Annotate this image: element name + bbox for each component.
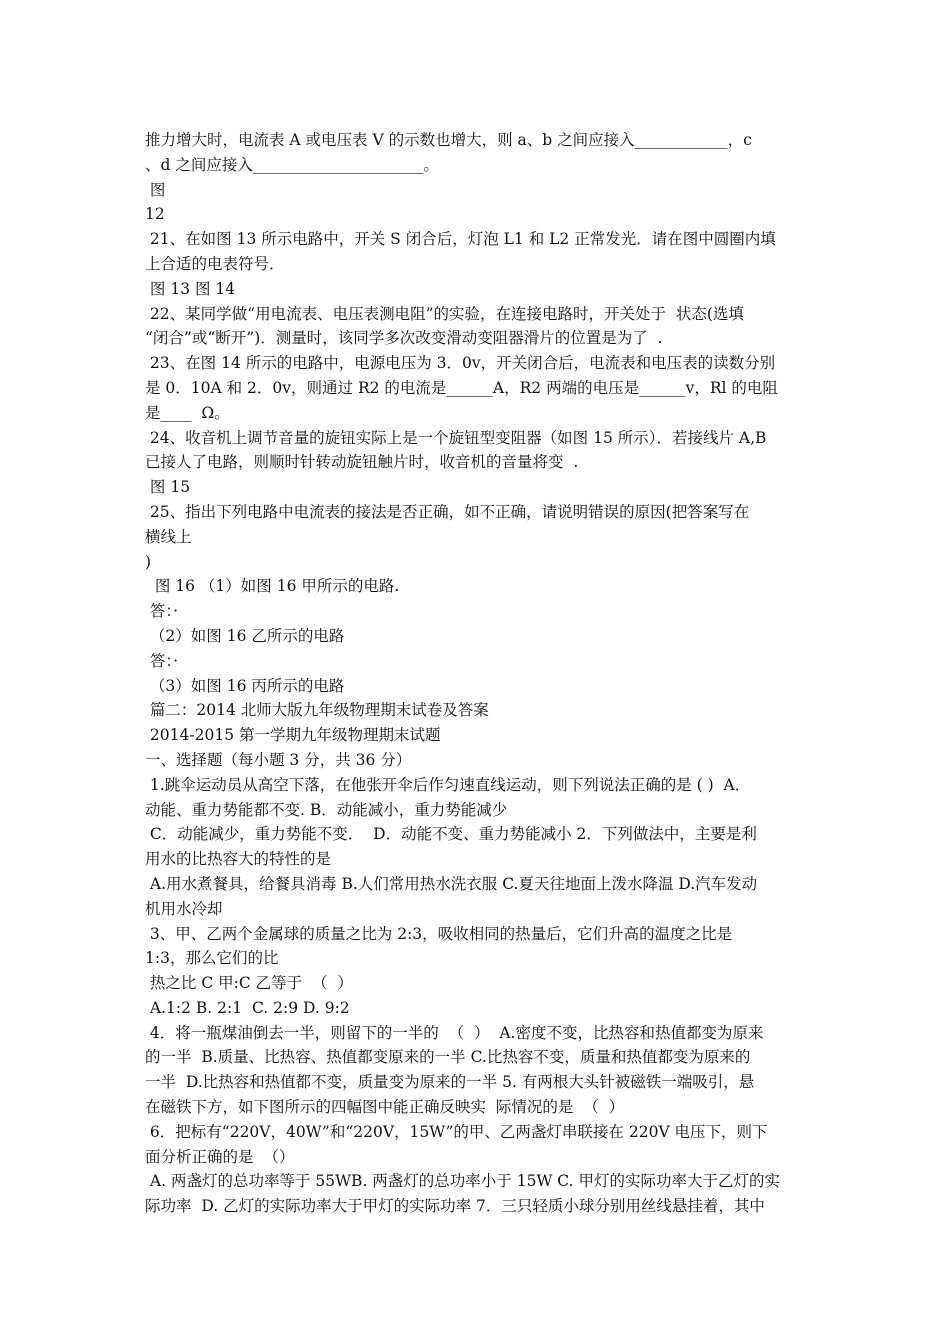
text-line: 3、甲、乙两个金属球的质量之比为 2:3，吸收相同的热量后，它们升高的温度之比是	[145, 924, 733, 943]
text-line: 是 0．10A 和 2．0v，则通过 R2 的电流是______A，R2 两端的电压是______v，Rl 的电阻	[145, 378, 778, 397]
text-line: 22、某同学做“用电流表、电压表测电阻”的实验，在连接电路时，开关处于 状态(选填	[145, 304, 744, 323]
text-line: 推力增大时，电流表 A 或电压表 V 的示数也增大，则 a、b 之间应接入____________，c	[145, 131, 752, 149]
text-line: 机用水冷却	[145, 899, 223, 918]
text-line: 2014-2015 第一学期九年级物理期末试题	[145, 726, 441, 745]
text-line: 热之比 C 甲:C 乙等于 （ ）	[145, 974, 353, 993]
text-line: A.1:2 B. 2:1 C. 2:9 D. 9:2	[145, 998, 350, 1017]
text-line: )	[145, 552, 152, 571]
document-body	[145, 128, 810, 1219]
text-line: A.用水煮餐具，给餐具消毒 B.人们常用热水洗衣服 C.夏天往地面上泼水降温 D.汽车发动	[145, 874, 758, 893]
text-line: 是____ Ω。	[145, 403, 230, 422]
text-line: 用水的比热容大的特性的是	[145, 850, 332, 869]
text-line: 图	[145, 180, 166, 199]
text-line: 1.跳伞运动员从高空下落，在他张开伞后作匀速直线运动，则下列说法正确的是 ( ) A．	[145, 775, 751, 794]
text-line: 1:3，那么它们的比	[145, 949, 279, 968]
text-line: 23、在图 14 所示的电路中，电源电压为 3．0v，开关闭合后，电流表和电压表的读数分别	[145, 354, 776, 373]
text-line: （2）如图 16 乙所示的电路	[145, 626, 345, 645]
text-line: 在磁铁下方，如下图所示的四幅图中能正确反映实 际情况的是 （ ）	[145, 1098, 625, 1117]
text-line: 篇二：2014 北师大版九年级物理期末试卷及答案	[145, 701, 489, 720]
text-line: 图 13 图 14	[145, 279, 236, 298]
text-line: 答：·	[145, 602, 179, 621]
text-line: 图 16 （1）如图 16 甲所示的电路.	[145, 577, 400, 596]
text-line: 上合适的电表符号．	[145, 254, 285, 273]
text-line: C．动能减少，重力势能不变． D．动能不变、重力势能减小 2．下列做法中，主要是利	[145, 825, 757, 844]
text-line: “闭合”或“断开”)．测量时，该同学多次改变滑动变阻器滑片的位置是为了 .	[145, 329, 663, 348]
text-line: 、d 之间应接入______________________。	[145, 155, 439, 174]
text-line: 24、收音机上调节音量的旋钮实际上是一个旋钮型变阻器（如图 15 所示）．若接线片 A,B	[145, 428, 767, 447]
text-line: 一、选择题（每小题 3 分，共 36 分）	[145, 750, 412, 769]
text-line: 4．将一瓶煤油倒去一半，则留下的一半的 （ ） A.密度不变，比热容和热值都变为原来	[145, 1023, 764, 1042]
text-line: 一半 D.比热容和热值都不变，质量变为原来的一半 5. 有两根大头针被磁铁一端吸引，悬	[145, 1073, 755, 1092]
text-line: 12	[145, 205, 165, 224]
text-line: 25、指出下列电路中电流表的接法是否正确，如不正确，请说明错误的原因(把答案写在	[145, 502, 750, 521]
text-line: （3）如图 16 丙所示的电路	[145, 676, 345, 695]
text-line: 答：·	[145, 651, 179, 670]
text-line: 际功率 D. 乙灯的实际功率大于甲灯的实际功率 7．三只轻质小球分别用丝线悬挂着，其中	[145, 1197, 765, 1216]
text-line: 面分析正确的是 （）	[145, 1147, 295, 1166]
text-line: 的一半 B.质量、比热容、热值都变原来的一半 C.比热容不变，质量和热值都变为原来的	[145, 1048, 751, 1067]
text-line: 已接人了电路，则顺时针转动旋钮触片时，收音机的音量将变 .	[145, 453, 579, 472]
text-line: 动能、重力势能都不变. B．动能减小，重力势能减少	[145, 800, 508, 819]
text-line: 21、在如图 13 所示电路中，开关 S 闭合后，灯泡 L1 和 L2 正常发光．请在图中圆圈内填	[145, 230, 776, 249]
text-line: 6．把标有“220V，40W”和“220V，15W”的甲、乙两盏灯串联接在 220V 电压下，则下	[145, 1122, 768, 1141]
text-line: A. 两盏灯的总功率等于 55WB. 两盏灯的总功率小于 15W C. 甲灯的实际功率大于乙灯的实	[145, 1172, 780, 1191]
text-line: 横线上	[145, 527, 192, 546]
text-line: 图 15	[145, 478, 191, 497]
